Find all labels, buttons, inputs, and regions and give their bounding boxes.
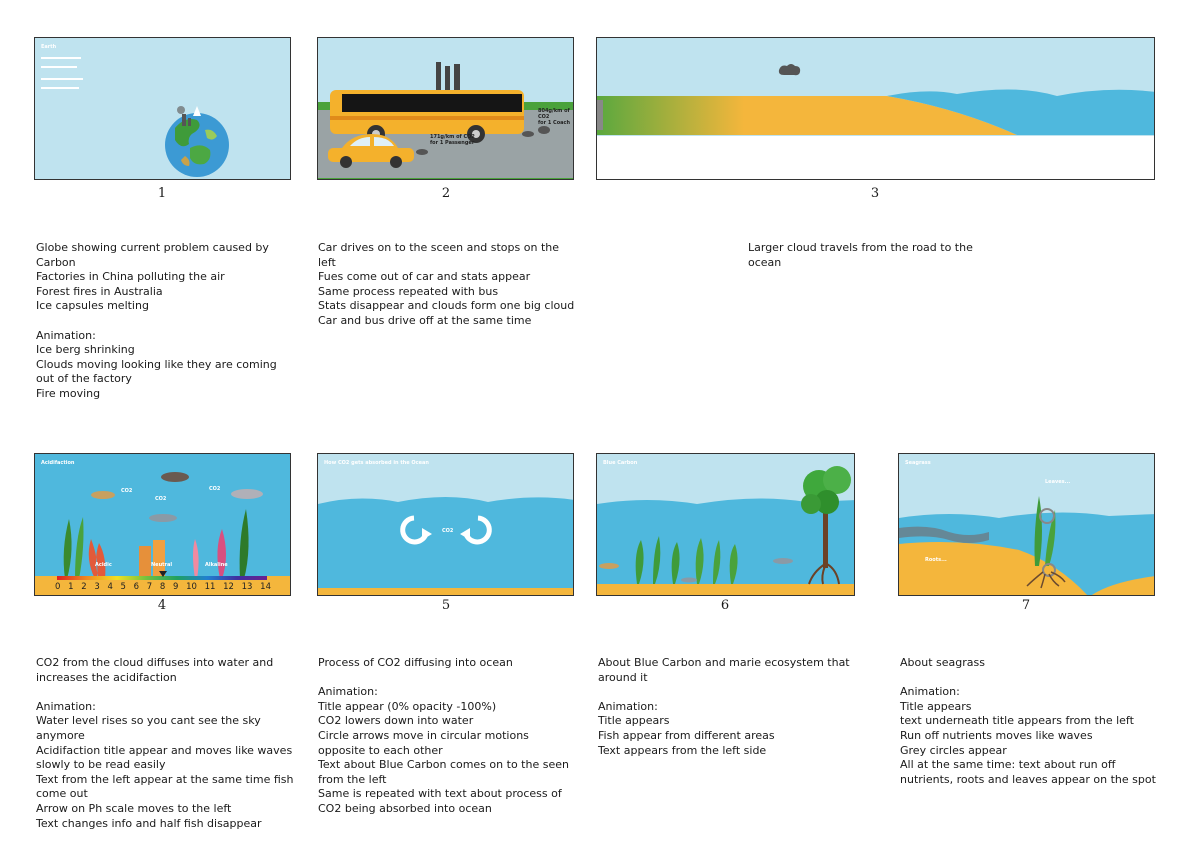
co2-label-1: CO2 xyxy=(121,488,133,494)
panel-1-screen-title: Earth xyxy=(41,44,57,50)
ph-alkaline-label: Alkaline xyxy=(205,562,228,568)
panel-2-number: 2 xyxy=(441,186,451,201)
car-co2-stat: 171g/km of CO2 for 1 Passenger xyxy=(430,134,475,146)
panel-1-screen-text xyxy=(41,52,83,94)
ph-tick: 1 xyxy=(68,582,74,592)
panel-5-co2-label: CO2 xyxy=(442,528,454,534)
panel-3-frame xyxy=(596,37,1155,180)
co2-label-2: CO2 xyxy=(155,496,167,502)
leaves-label: Leaves... xyxy=(1045,479,1071,485)
panel-7-description: About seagrass Animation: Title appears text underneath title appears from the left Run off nutrients moves like waves Grey circles appear All at the same time: text about run off nutrients, roots and leaves appear on the spot xyxy=(900,656,1156,786)
ph-tick: 13 xyxy=(241,582,253,592)
seagrass-illustration xyxy=(899,454,1155,596)
land-to-ocean-illustration xyxy=(597,38,1155,180)
panel-6-screen-title: Blue Carbon xyxy=(603,460,638,466)
ph-tick: 7 xyxy=(146,582,153,592)
panel-4-frame xyxy=(34,453,291,596)
bus-co2-stat: 804g/km of CO2 for 1 Coach xyxy=(538,108,571,126)
panel-6-frame xyxy=(596,453,855,596)
ph-tick: 3 xyxy=(94,582,100,592)
ph-tick: 11 xyxy=(204,582,216,592)
panel-7-number: 7 xyxy=(1021,598,1031,613)
panel-7-screen-title: Seagrass xyxy=(905,460,931,466)
ph-arrow-icon xyxy=(159,571,167,577)
blue-carbon-ecosystem-illustration xyxy=(597,454,855,596)
ph-tick: 14 xyxy=(260,582,271,592)
panel-2-description: Car drives on to the sceen and stops on the left Fues come out of car and stats appear Same process repeated with bus Stats disappear and clouds form one big cloud Car and bus drive off at the same time xyxy=(318,241,575,327)
panel-1-number: 1 xyxy=(157,186,167,201)
ph-tick: 12 xyxy=(223,582,234,592)
road-scene-illustration xyxy=(318,38,574,180)
panel-7-frame xyxy=(898,453,1155,596)
panel-4-number: 4 xyxy=(157,598,167,613)
ph-scale-numbers xyxy=(55,582,271,592)
ph-neutral-label: Neutral xyxy=(151,562,173,568)
panel-1-frame xyxy=(34,37,291,180)
ph-tick: 2 xyxy=(81,582,87,592)
co2-label-3: CO2 xyxy=(209,486,221,492)
panel-4-screen-title: Acidifaction xyxy=(41,460,75,466)
panel-1-description: Globe showing current problem caused by Carbon Factories in China polluting the air Forest fires in Australia Ice capsules melting Animation: Ice berg shrinking Clouds moving looking like they are coming out of the factory Fire moving xyxy=(36,241,277,400)
panel-3-description: Larger cloud travels from the road to the ocean xyxy=(748,241,973,269)
panel-2-frame xyxy=(317,37,574,180)
ph-tick: 10 xyxy=(186,582,197,592)
panel-6-number: 6 xyxy=(720,598,730,613)
panel-5-description: Process of CO2 diffusing into ocean Animation: Title appear (0% opacity -100%) CO2 lowers down into water Circle arrows move in circular motions opposite to each other Text about Blue Carbon comes on to the seen from the left Same is repeated with text about process of CO2 being absorbed into ocean xyxy=(318,656,569,815)
roots-label: Roots... xyxy=(925,557,947,563)
ph-tick: 6 xyxy=(133,582,140,592)
panel-5-screen-title: How CO2 gets absorbed in the Ocean xyxy=(324,460,429,466)
panel-5-number: 5 xyxy=(441,598,451,613)
ph-tick: 9 xyxy=(172,582,179,592)
co2-diffusion-illustration xyxy=(318,454,574,596)
panel-4-description: CO2 from the cloud diffuses into water and increases the acidifaction Animation: Water level rises so you cant see the sky anymore Acidifaction title appear and moves like waves slowly to be read easily Text from the left appear at the same time fish come out Arrow on Ph scale moves to the left Text changes info and half fish disappear xyxy=(36,656,294,830)
ph-tick: 0 xyxy=(55,582,61,592)
ph-tick: 5 xyxy=(120,582,126,592)
ph-acidic-label: Acidic xyxy=(95,562,112,568)
panel-5-frame xyxy=(317,453,574,596)
panel-6-description: About Blue Carbon and marie ecosystem that around it Animation: Title appears Fish appear from different areas Text appears from the left side xyxy=(598,656,850,757)
ph-tick: 8 xyxy=(159,582,166,592)
ph-tick: 4 xyxy=(107,582,113,592)
panel-3-number: 3 xyxy=(870,186,880,201)
